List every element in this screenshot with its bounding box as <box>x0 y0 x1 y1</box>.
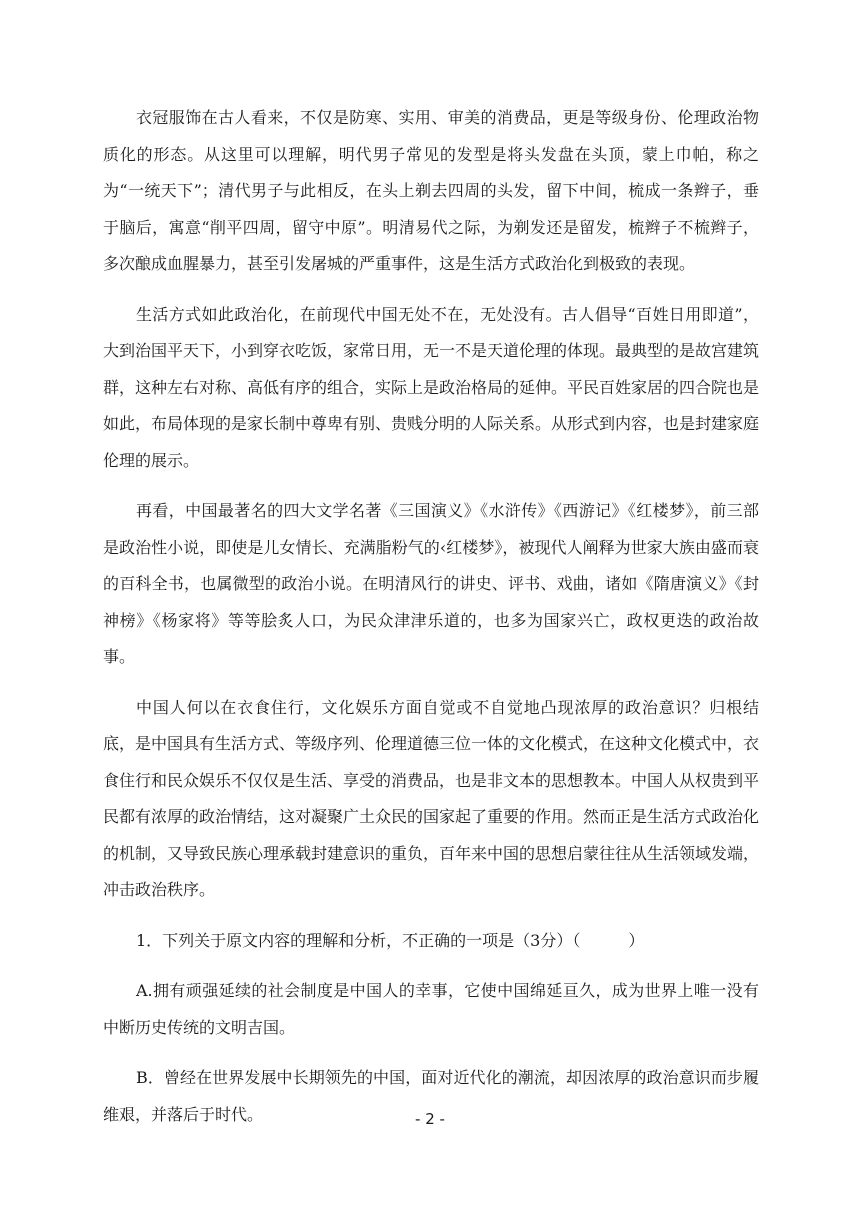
option-a: A.拥有顽强延续的社会制度是中国人的幸事，它使中国绵延亘久，成为世界上唯一没有中断历史传统的文明吉国。 <box>103 981 759 1037</box>
paragraph-1: 衣冠服饰在古人看来，不仅是防寒、实用、审美的消费品，更是等级身份、伦理政治物质化的形态。从这里可以理解，明代男子常见的发型是将头发盘在头顶，蒙上巾帕，称之为“一统天下”；清代男子与此相反，在头上剃去四周的头发，留下中间，梳成一条辫子，垂于脑后，寓意“削平四周，留守中原”。明清易代之际，为剃发还是留发，梳辫子不梳辫子，多次酿成血腥暴力，甚至引发屠城的严重事件，这是生活方式政治化到极致的表现。 <box>103 108 759 273</box>
question-stem: 1．下列关于原文内容的理解和分析，不正确的一项是（3分）（ ） <box>136 930 645 950</box>
paragraph-3: 再看，中国最著名的四大文学名著《三国演义》《水浒传》《西游记》《红楼梦》，前三部是政治性小说，即使是儿女情长、充满脂粉气的‹红楼梦》，被现代人阐释为世家大族由盛而衰的百科全书，也属微型的政治小说。在明清风行的讲史、评书、戏曲，诸如《隋唐演义》《封神榜》《杨家将》等等脍炙人口，为民众津津乐道的，也多为国家兴亡，政权更迭的政治故事。 <box>103 501 759 666</box>
paragraph-4: 中国人何以在衣食住行，文化娱乐方面自觉或不自觉地凸现浓厚的政治意识？归根结底，是中国具有生活方式、等级序列、伦理道德三位一体的文化模式，在这种文化模式中，衣食住行和民众娱乐不仅仅是生活、享受的消费品，也是非文本的思想教本。中国人从权贵到平民都有浓厚的政治情结，这对凝聚广土众民的国家起了重要的作用。然而正是生活方式政治化的机制，又导致民族心理承载封建意识的重负，百年来中国的思想启蒙往往从生活领域发端，冲击政治秩序。 <box>103 697 760 899</box>
option-b: B．曾经在世界发展中长期领先的中国，面对近代化的潮流，却因浓厚的政治意识而步履维艰，并落后于时代。 <box>103 1068 759 1124</box>
paragraph-2: 生活方式如此政治化，在前现代中国无处不在，无处没有。古人倡导“百姓日用即道”，大到治国平天下，小到穿衣吃饭，家常日用，无一不是天道伦理的体现。最典型的是故宫建筑群，这种左右对称、高低有序的组合，实际上是政治格局的延伸。平民百姓家居的四合院也是如此，布局体现的是家长制中尊卑有别、贵贱分明的人际关系。从形式到内容，也是封建家庭伦理的展示。 <box>103 304 760 470</box>
document-body <box>103 100 759 1147</box>
page-number: - 2 - <box>415 1110 445 1128</box>
